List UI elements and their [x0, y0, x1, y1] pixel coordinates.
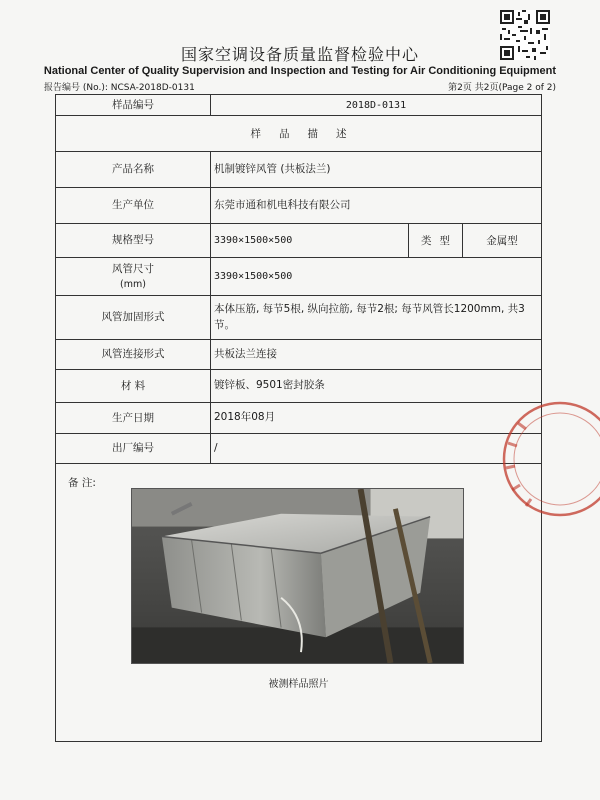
production-date-label: 生产日期: [56, 403, 211, 433]
reinforcement-label: 风管加固形式: [56, 296, 211, 339]
row-duct-size: [56, 258, 541, 296]
sample-photo: [131, 488, 464, 664]
product-name-value: 机制镀锌风管 (共板法兰): [214, 162, 331, 175]
sample-number-value: 2018D-0131: [345, 99, 407, 111]
serial-number-value: /: [214, 441, 218, 454]
sample-description-table: [55, 94, 542, 742]
row-serial-number: [56, 434, 541, 464]
type-value: 金属型: [486, 235, 518, 247]
row-connection: [56, 340, 541, 370]
report-number: 报告编号 (No.): NCSA-2018D-0131: [44, 83, 195, 93]
model-value: 3390×1500×500: [214, 235, 293, 246]
center-title-chinese: 国家空调设备质量监督检验中心: [180, 45, 419, 64]
page-number: 第2页 共2页(Page 2 of 2): [448, 83, 556, 93]
row-production-date: [56, 403, 541, 434]
material-value: 镀锌板、9501密封胶条: [214, 379, 325, 392]
row-manufacturer: [56, 188, 541, 224]
manufacturer-label: 生产单位: [56, 188, 211, 223]
reinforcement-value: 本体压筋, 每节5根, 纵向拉筋, 每节2根; 每节风管长1200mm, 共3节。: [214, 302, 525, 331]
duct-size-unit: (mm): [120, 279, 146, 291]
photo-caption: 被测样品照片: [268, 679, 329, 690]
row-section-title: [56, 116, 541, 152]
row-reinforcement: [56, 296, 541, 340]
model-label: 规格型号: [56, 224, 211, 257]
official-seal-stamp: [478, 398, 600, 520]
row-model: [56, 224, 541, 258]
serial-number-label: 出厂编号: [56, 434, 211, 463]
material-label: 材 料: [56, 370, 211, 402]
type-label: 类型: [408, 224, 463, 257]
product-name-label: 产品名称: [56, 152, 211, 187]
center-title-english: National Center of Quality Supervision and Inspection and Testing for Air Conditioning Equipment: [43, 65, 557, 77]
duct-size-label: [56, 258, 211, 295]
row-material: [56, 370, 541, 403]
connection-label: 风管连接形式: [56, 340, 211, 369]
remarks-label: 备 注:: [68, 477, 96, 489]
duct-size-value: 3390×1500×500: [214, 271, 293, 282]
duct-size-label-text: 风管尺寸: [112, 262, 154, 275]
connection-value: 共板法兰连接: [214, 347, 277, 360]
manufacturer-value: 东莞市通和机电科技有限公司: [214, 198, 351, 211]
sample-number-label: 样品编号: [56, 95, 211, 115]
row-sample-number: [56, 95, 541, 116]
section-title: 样品描述: [250, 128, 365, 140]
row-product-name: [56, 152, 541, 188]
production-date-value: 2018年08月: [214, 411, 276, 424]
